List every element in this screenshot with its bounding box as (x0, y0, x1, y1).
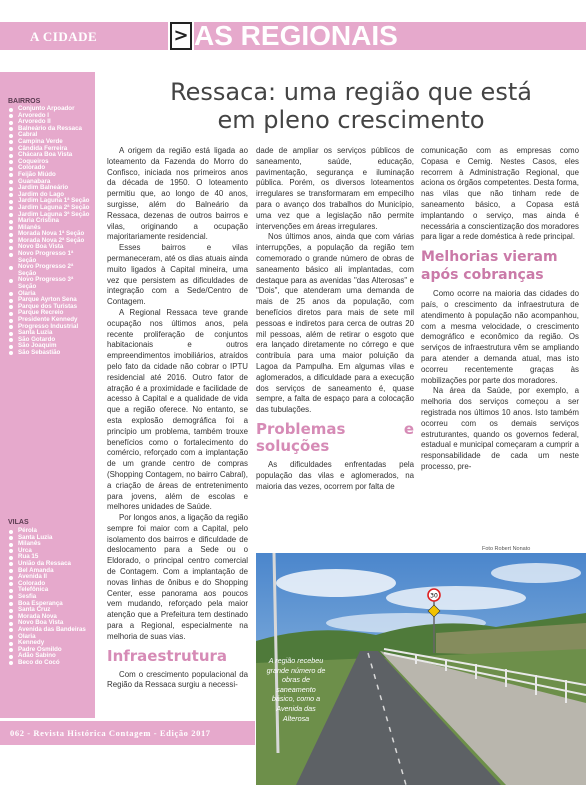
list-item: Maria Cristina (8, 218, 92, 225)
list-item: Pérola (8, 528, 92, 535)
list-item: Sesfia (8, 594, 92, 601)
list-item: Bel Amanda (8, 568, 92, 575)
paragraph: Por longos anos, a ligação da região sempre foi maior com a Capital, pelo isolamento dos bairros e dificuldade de deslocamento para a Sede ou o Eldorado, o principal centro comercial de Contagem. Com a implantação de novas linhas de ônibus e do Shopping Center, esse panorama aos poucos vem mudando, reforçado pela maior atenção que a Prefeitura tem destinado para a Regional, especialmente na melhoria de suas vias. (107, 513, 248, 641)
list-item: Padre Osmildo (8, 647, 92, 654)
list-item: Novo Progresso 1ª Seção (8, 251, 92, 264)
cloud (386, 586, 526, 610)
list-item: Morada Nova 1ª Seção (8, 231, 92, 238)
list-item: Conjunto Arpoador (8, 106, 92, 113)
photo-caption: A região recebeu grande número de obras de saneamento básico, como a Avenida das Alterosa (266, 656, 326, 723)
list-item: Chácara Boa Vista (8, 152, 92, 159)
list-item: Arvoredo II (8, 119, 92, 126)
list-item: Milanês (8, 541, 92, 548)
list-item: Cândida Ferreira (8, 146, 92, 153)
paragraph: A origem da região está ligada ao loteamento da Fazenda do Morro do Confisco, iniciada nos primeiros anos da década de 1950. O loteamento permitiu que, ao longo de 40 anos, surgisse, além do Balneário da Ressaca, dezenas de outros bairros e vilas, originando a ocupação majoritariamente residencial. (107, 146, 248, 242)
list-item: Jardim Balneário (8, 185, 92, 192)
article-title (120, 78, 582, 134)
paragraph: dade de ampliar os serviços públicos de saneamento, saúde, educação, pavimentação, segurança e iluminação pública. Porém, os diversos loteamentos irregulares se transformaram em empecilho para o avanço dos trabalhos do Município, uma vez que a legislação não permite intervenções em áreas irregulares. (256, 146, 414, 231)
article-title-line-1: Ressaca: uma região que está (170, 78, 532, 106)
list-item: Parque Recreio (8, 310, 92, 317)
column-3 (421, 146, 579, 473)
photo-credit: Foto Robert Nonato (482, 546, 531, 552)
list-item: Kennedy (8, 640, 92, 647)
list-item: Parque dos Turistas (8, 304, 92, 311)
heading-problemas-solucoes: Problemas e soluções (256, 419, 414, 455)
column-2 (256, 146, 414, 492)
paragraph: Na área da Saúde, por exemplo, a melhoria dos serviços começou a ser registrada nos últimos 10 anos. Isto também ocorreu com os demais serviços estruturantes, quando os governos federal, estadual e municipal começaram a cumprir a responsabilidade de cada um neste processo, pre- (421, 386, 579, 471)
list-item: Avenida II (8, 574, 92, 581)
list-item: Adão Sabino (8, 653, 92, 660)
list-item: Telefônica (8, 587, 92, 594)
list-item: Jardim Laguna 1ª Seção (8, 198, 92, 205)
list-item: São Gotardo (8, 337, 92, 344)
list-item: Feijão Miúdo (8, 172, 92, 179)
list-item: Novo Progresso 3ª Seção (8, 277, 92, 290)
bairros-list (8, 106, 92, 357)
heading-melhorias-line-1: Melhorias vieram (421, 249, 558, 266)
heading-infraestrutura: Infraestrutura (107, 646, 228, 665)
list-item: União da Ressaca (8, 561, 92, 568)
paragraph: As dificuldades enfrentadas pela população das vilas e aglomerados, na maioria das vezes, ocorrem por falta de (256, 459, 414, 491)
list-item: Campina Verde (8, 139, 92, 146)
vilas-title: VILAS (8, 519, 29, 526)
footer: 062 - Revista Histórica Contagem - Edição 2017 (10, 728, 211, 738)
list-item: Beco do Cocó (8, 660, 92, 667)
list-item: Olaria (8, 291, 92, 298)
list-item: Boa Esperança (8, 601, 92, 608)
paragraph: Esses bairros e vilas permaneceram, até os dias atuais ainda muito ligados à Capital mineira, uma vez que persistem as dificuldades de integração com a Sede/Centro de Contagem. (107, 243, 248, 307)
list-item: Progresso Industrial (8, 324, 92, 331)
heading-melhorias (421, 248, 579, 284)
list-item: Jardim Laguna 3ª Seção (8, 212, 92, 219)
list-item: Milanês (8, 225, 92, 232)
list-item: Balneário da Ressaca (8, 126, 92, 133)
paragraph: A Regional Ressaca teve grande ocupação nos últimos anos, pela recente proliferação de conjuntos habitacionais e outros empreendimentos imobiliários, atraídos pelo fato da cidade não cobrar o IPTU residencial até 2016. Outro fator de atração é a proximidade e facilidade de acesso à Capital e a qualidade de vida que a região oferece. No entanto, se esta explosão demográfica foi a princípio um problema, também trouxe benefícios como o fortalecimento do comércio, reforçado com a implantação de um grande centro de compras (Shopping Contagem, no bairro Cabral), a criação de áreas de entretenimento para jovens, além de escolas e melhores unidades de Saúde. (107, 307, 248, 512)
list-item: Santa Cruz (8, 607, 92, 614)
chevron-right-icon: > (170, 22, 192, 50)
section-header (0, 22, 586, 52)
paragraph: Como ocorre na maioria das cidades do país, o crescimento da infraestrutura de atendimento à população não acompanhou, com a mesma velocidade, o crescimento demográfico e econômico da região. Os serviços de infraestrutura vêm se ampliando para atender a demanda atual, mas isto ocorreu recentemente graças às mobilizações por parte dos moradores. (421, 289, 579, 385)
list-item: São Joaquim (8, 343, 92, 350)
list-item: Cabral (8, 132, 92, 139)
list-item: Colorado (8, 165, 92, 172)
bairros-title: BAIRROS (8, 98, 41, 105)
list-item: Novo Boa Vista (8, 244, 92, 251)
column-1 (107, 146, 248, 691)
paragraph: Nos últimos anos, ainda que com várias interrupções, a população da região tem comemorado o grande número de obras de saneamento básico ali implantadas, com destaque para as avenidas "das Alterosas" e "Dois", que atenderam uma demanda de mais de 25 anos da população, com benefícios diretos para mais de sete mil pessoas e indiretos para cerca de outras 20 mil pessoas, além de retirar o esgoto que era lançado diretamente no córrego e que contribuía para uma maior poluição da Lagoa da Pampulha. Em algumas vilas e aglomerados, a dificuldade para a execução dos serviços de saneamento é, quase sempre, a falta de espaço para a colocação das tubulações. (256, 232, 414, 415)
list-item: Santa Luzia (8, 535, 92, 542)
section-title: AS REGIONAIS (194, 20, 398, 51)
list-item: Arvoredo I (8, 113, 92, 120)
list-item: Jardim Laguna 2ª Seção (8, 205, 92, 212)
list-item: Olaria (8, 634, 92, 641)
list-item: Colorado (8, 581, 92, 588)
article-title-line-2: em pleno crescimento (217, 106, 485, 134)
list-item: Coqueiros (8, 159, 92, 166)
title-band (194, 22, 586, 50)
list-item: Morada Nova 2ª Seção (8, 238, 92, 245)
section-band (0, 22, 168, 50)
list-item: Santa Luzia (8, 330, 92, 337)
list-item: Novo Boa Vista (8, 620, 92, 627)
vilas-list (8, 528, 92, 666)
heading-melhorias-line-2: após cobranças (421, 267, 544, 284)
list-item: Morada Nova (8, 614, 92, 621)
list-item: Urca (8, 548, 92, 555)
list-item: Guanabara (8, 179, 92, 186)
cloud (276, 569, 396, 597)
list-item: Avenida das Bandeiras (8, 627, 92, 634)
list-item: Presidente Kennedy (8, 317, 92, 324)
list-item: São Sebastião (8, 350, 92, 357)
paragraph: Com o crescimento populacional da Região da Ressaca surgiu a necessi- (107, 669, 248, 690)
list-item: Rua 15 (8, 554, 92, 561)
list-item: Jardim do Lago (8, 192, 92, 199)
section-label: A CIDADE (30, 29, 98, 44)
paragraph: comunicação com as empresas como Copasa e Cemig. Nestes Casos, eles recorrem à Administração Regional, que aciona os órgãos competentes. Desta forma, nas vilas que não tinham rede de saneamento básico, a Copasa está implantando o serviço, mas ainda é necessária a conscientização dos moradores para ligar a rede doméstica à rede principal. (421, 146, 579, 242)
list-item: Parque Ayrton Sena (8, 297, 92, 304)
list-item: Novo Progresso 2ª Seção (8, 264, 92, 277)
sidebar (0, 72, 95, 718)
speed-sign-value: 30 (430, 592, 438, 600)
cloud (491, 563, 581, 583)
